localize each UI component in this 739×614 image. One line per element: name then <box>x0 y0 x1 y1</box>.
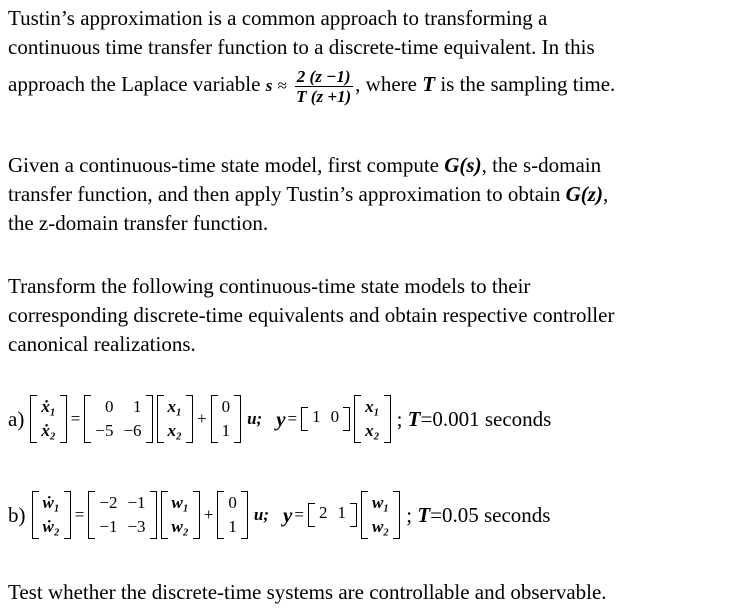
s-symbol: s <box>265 76 273 95</box>
problem-b-out-x-2: w₂ <box>371 517 390 536</box>
problem-a-B-1: 0 <box>221 397 231 416</box>
intro-line-2: continuous time transfer function to a discrete-time equivalent. In this <box>8 35 595 59</box>
problem-b-x-1: w₁ <box>171 493 189 512</box>
problem-a-equation: a) ẋ₁ ẋ₂ = 0 1 −5 −6 x₁ x₂ + 0 1 u; y = 1 0 x₁ x₂ ; T=0.001 seconds <box>8 384 551 454</box>
problem-a-B-2: 1 <box>221 421 231 440</box>
transform-paragraph <box>8 272 736 359</box>
problem-a-C-2: 0 <box>330 407 340 426</box>
problem-a-T-symbol: T <box>407 406 421 431</box>
problem-b-lhs-1: ẇ₁ <box>42 493 60 512</box>
problem-b-output-state-vector <box>361 491 400 539</box>
problem-a-B-vector <box>211 395 242 443</box>
problem-a-x-2: x₂ <box>167 421 182 440</box>
intro-line-3-prefix: approach the Laplace variable <box>8 72 266 96</box>
given-line-1-suffix: , the s-domain <box>481 153 602 177</box>
given-paragraph <box>8 151 736 238</box>
problem-a-A-22: −6 <box>123 421 142 440</box>
problem-b-state-vector <box>161 491 200 539</box>
problem-b-sampling: ; T=0.05 seconds <box>406 502 551 527</box>
problem-a-u: u; <box>247 409 263 428</box>
problem-b-u: u; <box>253 505 270 524</box>
problem-b-A-21: −1 <box>99 517 118 536</box>
problem-b-lhs-2: ẇ₂ <box>42 517 60 536</box>
transform-line-1: Transform the following continuous-time state models to their <box>8 274 531 298</box>
given-line-2-suffix: , <box>602 182 609 206</box>
problem-b-T-symbol: T <box>417 502 431 527</box>
problem-b-out-x-1: w₁ <box>371 493 390 512</box>
problem-a-x-1: x₁ <box>167 397 182 416</box>
problem-a-T-value: =0.001 seconds <box>420 406 552 431</box>
problem-b-T-value: =0.05 seconds <box>430 502 551 527</box>
problem-a-lhs-1: ẋ₁ <box>41 397 56 416</box>
problem-b-A-12: −1 <box>127 493 146 512</box>
problem-b-A-11: −2 <box>99 493 118 512</box>
problem-b-C-1: 2 <box>318 503 328 522</box>
problem-a-C-1: 1 <box>312 407 321 426</box>
intro-line-3-suffix: is the sampling time. <box>435 72 616 96</box>
given-line-1 <box>8 151 736 180</box>
problem-a-C-matrix <box>301 407 350 431</box>
problem-b-A-22: −3 <box>127 517 146 536</box>
problem-b-equation: b) ẇ₁ ẇ₂ = −2 −1 −1 −3 w₁ w₂ + 0 1 u; y = 2 1 w₁ w₂ ; T=0.05 seconds <box>8 480 550 550</box>
approx-symbol: ≈ <box>277 76 287 95</box>
problem-a-A-12: 1 <box>133 397 142 416</box>
problem-b-lhs-vector <box>32 491 71 539</box>
intro-paragraph <box>8 4 736 106</box>
given-line-2 <box>8 180 736 209</box>
problem-a-A-matrix <box>84 395 152 443</box>
fraction-numerator: 2 (z −1) <box>296 66 351 86</box>
closing-paragraph <box>8 578 736 607</box>
problem-b-B-vector <box>217 491 248 539</box>
intro-line-1: Tustin’s approximation is a common approach to transforming a <box>8 6 548 30</box>
problem-a-out-x-2: x₂ <box>365 421 380 440</box>
problem-a-A-11: 0 <box>104 397 114 416</box>
given-line-2-prefix: transfer function, and then apply Tustin’s approximation to obtain <box>8 182 566 206</box>
Gz-symbol: G(z) <box>565 182 603 206</box>
problem-a-A-21: −5 <box>95 421 114 440</box>
T-symbol: T <box>422 72 436 96</box>
problem-a-lhs-2: ẋ₂ <box>41 421 56 440</box>
problem-a-lhs-vector <box>30 395 66 443</box>
Gs-symbol: G(s) <box>444 153 482 177</box>
problem-a-output-state-vector <box>354 395 390 443</box>
problem-b-A-matrix <box>88 491 156 539</box>
intro-line-3-where: , where <box>355 72 423 96</box>
problem-a-label: a) <box>8 406 25 431</box>
problem-a-out-x-1: x₁ <box>365 397 380 416</box>
intro-line-3 <box>8 62 736 106</box>
problem-b-x-2: w₂ <box>171 517 189 536</box>
problem-a-y-label: y <box>276 406 286 431</box>
transform-line-2: corresponding discrete-time equivalents and obtain respective controller <box>8 303 615 327</box>
problem-b-C-matrix <box>308 503 357 527</box>
problem-b-y-label: y <box>283 502 293 527</box>
transform-line-3: canonical realizations. <box>8 332 196 356</box>
tustin-fraction <box>294 67 353 106</box>
given-line-3: the z-domain transfer function. <box>8 211 269 235</box>
given-line-1-prefix: Given a continuous-time state model, first compute <box>8 153 445 177</box>
problem-a-sampling: ; T=0.001 seconds <box>396 406 552 431</box>
problem-b-B-1: 0 <box>228 493 237 512</box>
problem-a-state-vector <box>157 395 193 443</box>
problem-b-B-2: 1 <box>228 517 237 536</box>
problem-b-label: b) <box>8 502 26 527</box>
closing-line-1: Test whether the discrete-time systems are controllable and observable. <box>8 580 607 604</box>
fraction-denominator: T (z +1) <box>296 86 352 106</box>
problem-b-C-2: 1 <box>337 503 346 522</box>
